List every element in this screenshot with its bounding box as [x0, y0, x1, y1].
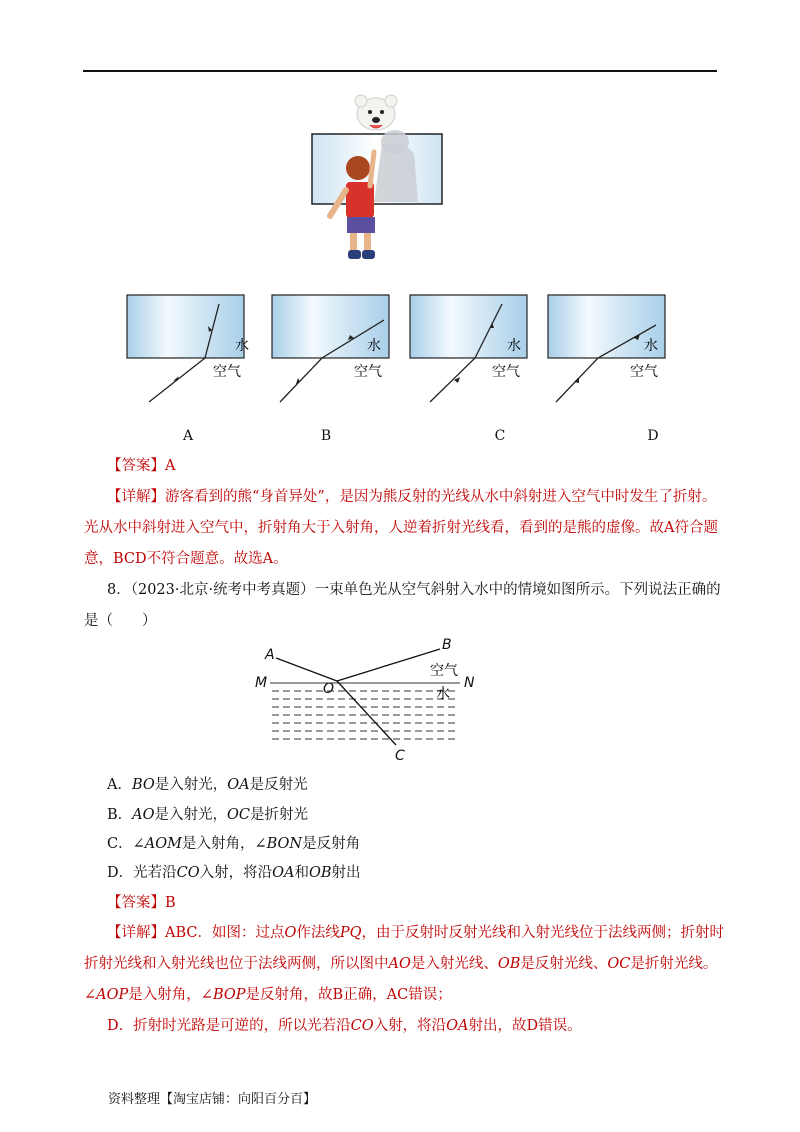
q8-option-b: B．AO是入射光，OC是折射光 — [107, 807, 308, 823]
water-label: 水 — [436, 686, 450, 702]
q8-detail-line-2: 折射光线和入射光线也位于法线两侧，所以图中AO是入射光线、OB是反射光线、OC是折射光线。 — [84, 956, 718, 972]
q8-detail-line-1: 【详解】ABC．如图：过点O作法线PQ，由于反射时反射光线和入射光线位于法线两侧；折射时 — [107, 925, 725, 941]
label-c: C — [395, 748, 405, 764]
air-label: 空气 — [213, 364, 241, 380]
label-m: M — [255, 675, 268, 691]
svg-text:空气: 空气 — [630, 364, 658, 380]
svg-text:水: 水 — [644, 338, 658, 354]
q7-detail-line-2: 光从水中斜射进入空气中，折射角大于入射角，人逆着折射光线看，看到的是熊的虚像。故A符合题 — [84, 520, 718, 536]
q8-stem-line-2: 是（ ） — [84, 613, 157, 629]
footer-text: 资料整理【淘宝店铺：向阳百分百】 — [108, 1092, 317, 1107]
panel-c — [410, 295, 527, 402]
water-label: 水 — [235, 338, 249, 354]
option-label-a: A — [182, 428, 194, 444]
option-label-c: C — [494, 428, 506, 444]
label-n: N — [464, 675, 475, 691]
option-label-b: B — [320, 428, 332, 444]
panel-d — [548, 295, 665, 402]
q8-option-d: D．光若沿CO入射，将沿OA和OB射出 — [107, 865, 361, 881]
q8-option-c: C．∠AOM是入射角，∠BON是反射角 — [107, 836, 361, 852]
refraction-panels — [115, 290, 675, 410]
q8-refraction-figure — [250, 635, 490, 765]
q7-answer: 【答案】A — [107, 458, 176, 474]
svg-text:水: 水 — [367, 338, 381, 354]
q7-detail-line-3: 意，BCD不符合题意。故选A。 — [84, 551, 288, 567]
q8-answer: 【答案】B — [107, 895, 176, 911]
label-a: A — [265, 647, 275, 663]
label-o: O — [323, 681, 335, 697]
svg-text:空气: 空气 — [354, 364, 382, 380]
bear-boy-illustration — [300, 90, 450, 270]
panel-b — [272, 295, 389, 402]
air-label: 空气 — [430, 663, 458, 679]
q8-detail-line-3: ∠AOP是入射角，∠BOP是反射角，故B正确，AC错误； — [84, 987, 452, 1003]
option-label-d: D — [647, 428, 659, 444]
header-rule — [83, 70, 717, 72]
q8-detail-line-4: D．折射时光路是可逆的，所以光若沿CO入射，将沿OA射出，故D错误。 — [107, 1018, 582, 1034]
svg-text:水: 水 — [507, 338, 521, 354]
q8-option-a: A．BO是入射光，OA是反射光 — [107, 777, 308, 793]
q8-stem-line-1: 8．（2023·北京·统考中考真题）一束单色光从空气斜射入水中的情境如图所示。下列说法正确的 — [107, 582, 721, 598]
svg-text:空气: 空气 — [492, 364, 520, 380]
q7-detail-line-1: 【详解】游客看到的熊“身首异处”，是因为熊反射的光线从水中斜射进入空气中时发生了折射。 — [107, 489, 717, 505]
panel-a — [127, 295, 249, 402]
label-b: B — [442, 637, 452, 653]
